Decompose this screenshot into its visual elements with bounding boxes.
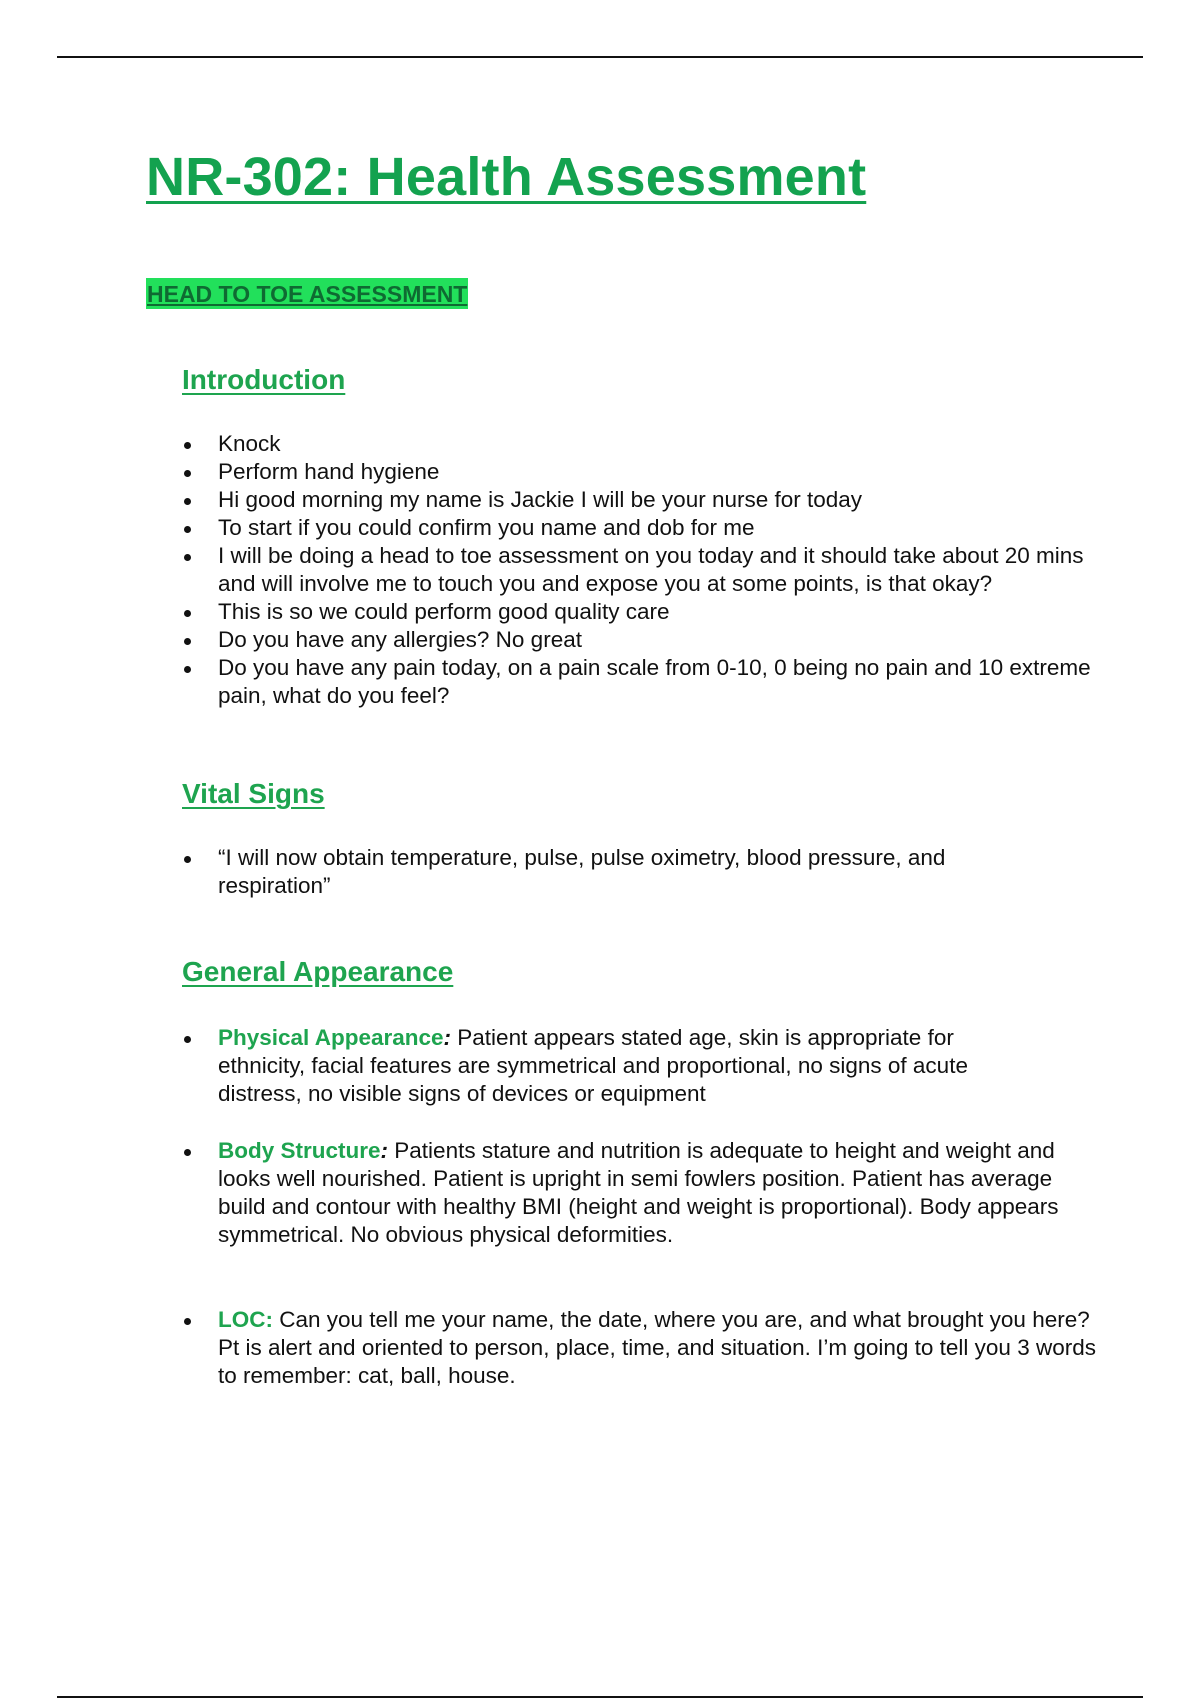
introduction-heading: Introduction <box>182 364 346 395</box>
bullet-icon <box>184 610 191 617</box>
bullet-icon <box>184 666 191 673</box>
physical-appearance-list <box>182 1024 1042 1108</box>
list-item: Body Structure: Patients stature and nutrition is adequate to height and weight and looks well nourished. Patient is upright in semi fowlers position. Patient has average build and contour with healthy BMI (height and weight is proportional). Body appears symmetrical. No obvious physical deformities. <box>182 1137 1102 1249</box>
bullet-icon <box>184 856 191 863</box>
list-item: Hi good morning my name is Jackie I will be your nurse for today <box>182 486 1102 514</box>
list-item: This is so we could perform good quality care <box>182 598 1102 626</box>
body-structure-list <box>182 1137 1102 1249</box>
list-item: Do you have any pain today, on a pain scale from 0-10, 0 being no pain and 10 extreme pain, what do you feel? <box>182 654 1102 710</box>
loc-list <box>182 1306 1102 1390</box>
bullet-icon <box>184 470 191 477</box>
bullet-icon <box>184 526 191 533</box>
list-item: LOC: Can you tell me your name, the date, where you are, and what brought you here? Pt is alert and oriented to person, place, time, and situation. I’m going to tell you 3 words to remember: cat, ball, house. <box>182 1306 1102 1390</box>
bottom-rule <box>57 1696 1143 1698</box>
bullet-icon <box>184 442 191 449</box>
general-appearance-heading: General Appearance <box>182 956 454 987</box>
list-item: Do you have any allergies? No great <box>182 626 1102 654</box>
vital-signs-list <box>182 844 1042 900</box>
top-rule <box>57 56 1143 58</box>
list-item: I will be doing a head to toe assessment on you today and it should take about 20 mins and will involve me to touch you and expose you at some points, is that okay? <box>182 542 1102 598</box>
document-title: NR-302: Health Assessment <box>146 147 867 207</box>
vital-signs-heading: Vital Signs <box>182 778 325 809</box>
list-item: “I will now obtain temperature, pulse, pulse oximetry, blood pressure, and respiration” <box>182 844 1042 900</box>
bullet-icon <box>184 638 191 645</box>
physical-appearance-term: Physical Appearance <box>218 1025 444 1050</box>
list-item: Physical Appearance: Patient appears stated age, skin is appropriate for ethnicity, facial features are symmetrical and proportional, no signs of acute distress, no visible signs of devices or equipment <box>182 1024 1042 1108</box>
bullet-icon <box>184 1318 191 1325</box>
list-item: Knock <box>182 430 1102 458</box>
section-banner: HEAD TO TOE ASSESSMENT <box>146 278 468 309</box>
introduction-list <box>182 430 1102 710</box>
bullet-icon <box>184 1036 191 1043</box>
body-structure-term: Body Structure <box>218 1138 381 1163</box>
list-item: Perform hand hygiene <box>182 458 1102 486</box>
bullet-icon <box>184 1149 191 1156</box>
list-item: To start if you could confirm you name and dob for me <box>182 514 1102 542</box>
bullet-icon <box>184 498 191 505</box>
bullet-icon <box>184 554 191 561</box>
loc-term: LOC <box>218 1307 266 1332</box>
